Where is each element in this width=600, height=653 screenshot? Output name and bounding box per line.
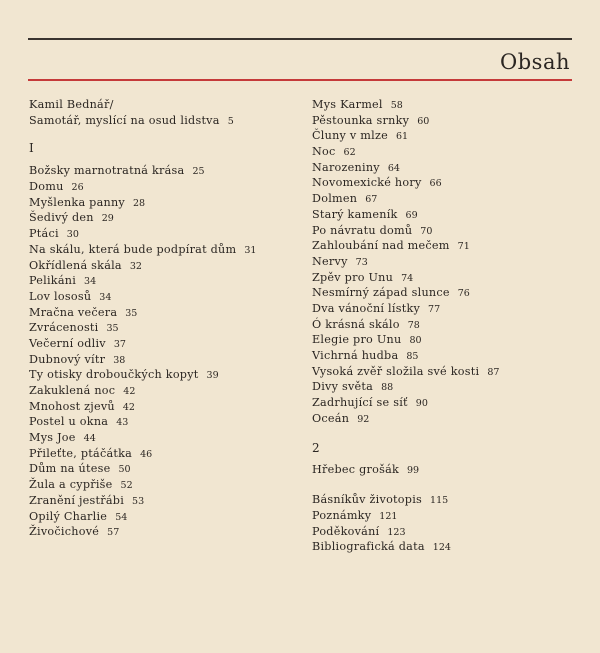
- toc-entry-title: Bibliografická data: [312, 540, 425, 554]
- toc-entry: [312, 492, 574, 508]
- toc-entry-title: Zahloubání nad mečem: [312, 239, 450, 253]
- toc-entry: [29, 97, 299, 113]
- toc-entry-page: 38: [113, 354, 126, 366]
- toc-entry: [312, 191, 574, 207]
- toc-entry-title: Žula a cypřiše: [29, 478, 113, 492]
- toc-entry: [312, 270, 574, 286]
- toc-entry-page: 25: [192, 166, 205, 178]
- toc-entry-page: 37: [113, 338, 126, 350]
- toc-entry-page: 29: [101, 213, 114, 225]
- toc-entry-title: Šedivý den: [29, 211, 94, 225]
- toc-entry-page: 32: [129, 260, 142, 272]
- toc-entry-page: 46: [140, 448, 153, 460]
- toc-entry-page: 88: [381, 382, 394, 394]
- toc-entry-title: Zvrácenosti: [29, 321, 99, 335]
- toc-entry-page: 34: [84, 276, 97, 288]
- toc-entry-title: Ty otisky droboučkých kopyt: [29, 368, 199, 382]
- toc-entry-title: Opilý Charlie: [29, 509, 108, 523]
- toc-entry: [29, 430, 299, 446]
- toc-entry-page: 60: [417, 115, 430, 127]
- toc-entry-title: Kamil Bednář/: [29, 98, 114, 111]
- toc-list-continued: [312, 97, 574, 426]
- toc-entry-page: 30: [66, 229, 79, 241]
- top-rule: [28, 38, 572, 40]
- toc-entry-page: 50: [118, 464, 131, 476]
- toc-entry: [312, 524, 574, 540]
- toc-entry: [312, 411, 574, 427]
- toc-entry: [312, 207, 574, 223]
- toc-entry: [29, 352, 299, 368]
- toc-entry-page: 62: [343, 147, 356, 159]
- toc-entry: [312, 97, 574, 113]
- toc-entry: [29, 336, 299, 352]
- toc-entry-page: 90: [415, 398, 428, 410]
- toc-list-section-1: [29, 163, 299, 540]
- toc-entry-title: Lov lososů: [29, 289, 92, 303]
- toc-entry-page: 44: [83, 433, 96, 445]
- toc-entry: [312, 317, 574, 333]
- toc-entry-page: 43: [116, 417, 129, 429]
- toc-entry-title: Domu: [29, 180, 64, 194]
- toc-entry-title: Ptáci: [29, 227, 59, 241]
- toc-entry-page: 34: [99, 291, 112, 303]
- toc-entry: [312, 301, 574, 317]
- page-title: Obsah: [500, 50, 570, 74]
- toc-entry-title: Dva vánoční lístky: [312, 301, 421, 315]
- toc-entry-title: Samotář, myslící na osud lidstva: [29, 113, 220, 127]
- toc-entry-page: 39: [206, 370, 219, 382]
- toc-entry-page: 35: [106, 323, 119, 335]
- toc-entry: [29, 226, 299, 242]
- toc-entry: [29, 163, 299, 179]
- toc-entry: [29, 210, 299, 226]
- toc-entry-title: Myšlenka panny: [29, 195, 125, 209]
- toc-entry-title: Pěstounka srnky: [312, 113, 410, 127]
- toc-entry-page: 31: [244, 244, 257, 256]
- toc-entry: [312, 348, 574, 364]
- toc-entry: [29, 383, 299, 399]
- toc-right-column: [312, 97, 574, 555]
- toc-entry-page: 57: [107, 527, 120, 539]
- toc-entry: [312, 332, 574, 348]
- toc-entry: [312, 160, 574, 176]
- toc-entry-page: 5: [227, 115, 234, 127]
- toc-entry-page: 77: [428, 303, 441, 315]
- toc-entry: [29, 179, 299, 195]
- toc-entry: [29, 461, 299, 477]
- toc-entry: [29, 273, 299, 289]
- toc-entry-title: Starý kameník: [312, 207, 398, 221]
- toc-entry-title: Oceán: [312, 411, 350, 425]
- toc-entry-title: Nesmírný západ slunce: [312, 286, 450, 300]
- toc-entry: [312, 379, 574, 395]
- toc-entry-page: 28: [133, 197, 146, 209]
- toc-entry-page: 123: [387, 526, 406, 538]
- toc-entry-page: 61: [396, 131, 409, 143]
- toc-entry-page: 85: [406, 351, 419, 362]
- toc-entry-title: Divy světa: [312, 380, 374, 394]
- toc-entry-page: 73: [355, 256, 368, 268]
- toc-entry-title: Zakuklená noc: [29, 384, 116, 397]
- toc-entry-title: Hřebec grošák: [312, 463, 400, 477]
- toc-entry-page: 69: [405, 209, 418, 221]
- toc-entry-page: 80: [409, 335, 422, 347]
- toc-entry: [312, 539, 574, 555]
- toc-entry-page: 87: [487, 366, 500, 378]
- toc-entry: [29, 305, 299, 321]
- toc-entry: [312, 508, 574, 524]
- toc-entry-title: Dům na útese: [29, 462, 111, 476]
- toc-entry-page: 58: [390, 100, 403, 111]
- toc-entry-title: Pelikáni: [29, 274, 77, 288]
- toc-entry: [29, 414, 299, 430]
- toc-entry-title: Zranění jestřábi: [29, 493, 125, 507]
- toc-entry-page: 121: [379, 510, 398, 522]
- toc-entry-title: Postel u okna: [29, 415, 109, 429]
- toc-entry-title: Elegie pro Unu: [312, 333, 402, 347]
- toc-entry-title: Vysoká zvěř složila své kosti: [312, 364, 480, 378]
- toc-entry-page: 124: [432, 542, 451, 554]
- toc-entry-title: Zpěv pro Unu: [312, 270, 394, 284]
- toc-entry-title: Okřídlená skála: [29, 258, 122, 272]
- toc-entry-page: 67: [365, 194, 378, 206]
- toc-entry-title: Mračna večera: [29, 305, 118, 319]
- toc-entry-page: 78: [407, 319, 420, 331]
- toc-intro: [29, 97, 299, 128]
- toc-entry: [312, 285, 574, 301]
- toc-entry-page: 74: [401, 272, 414, 284]
- toc-entry: [312, 113, 574, 129]
- toc-entry: [29, 242, 299, 258]
- toc-entry: [312, 238, 574, 254]
- toc-entry-title: Noc: [312, 145, 336, 159]
- toc-entry-page: 54: [115, 511, 128, 523]
- toc-list-section-2: [312, 462, 574, 478]
- toc-entry-page: 42: [123, 386, 136, 397]
- toc-entry-title: Mys Joe: [29, 431, 76, 445]
- toc-entry: [312, 175, 574, 191]
- toc-entry-title: Zadrhující se síť: [312, 396, 408, 410]
- toc-entry-page: 70: [420, 225, 433, 237]
- toc-entry: [29, 493, 299, 509]
- toc-entry-page: 76: [457, 288, 470, 300]
- toc-entry-title: Čluny v mlze: [312, 129, 389, 143]
- toc-entry: [312, 128, 574, 144]
- toc-entry-title: Nervy: [312, 254, 348, 268]
- toc-left-column: [29, 97, 299, 540]
- toc-entry-page: 92: [357, 413, 370, 425]
- toc-entry: [312, 462, 574, 478]
- toc-entry-page: 64: [387, 162, 400, 174]
- toc-entry: [29, 195, 299, 211]
- toc-entry-page: 66: [429, 178, 442, 190]
- toc-entry-title: Přileťte, ptáčátka: [29, 446, 133, 460]
- toc-entry: [312, 395, 574, 411]
- toc-entry-page: 26: [71, 182, 84, 194]
- toc-entry-title: Poznámky: [312, 508, 372, 522]
- toc-entry-title: Dubnový vítr: [29, 352, 106, 366]
- toc-entry-title: Vichrná hudba: [312, 349, 399, 362]
- toc-entry-title: Narozeniny: [312, 160, 380, 174]
- toc-entry-page: 52: [120, 480, 133, 492]
- toc-entry: [29, 320, 299, 336]
- toc-entry-page: 53: [132, 495, 145, 507]
- toc-entry-title: Dolmen: [312, 192, 358, 206]
- toc-entry-page: 71: [457, 241, 470, 253]
- toc-entry-title: Poděkování: [312, 524, 380, 538]
- toc-entry-title: Novomexické hory: [312, 176, 422, 190]
- toc-entry: [29, 446, 299, 462]
- toc-entry-title: Večerní odliv: [29, 336, 106, 350]
- toc-back-matter: [312, 492, 574, 555]
- toc-entry-title: Básníkův životopis: [312, 493, 423, 507]
- section-heading-2: 2: [312, 441, 320, 456]
- toc-entry-title: Ó krásná skálo: [312, 317, 400, 331]
- toc-entry-page: 35: [125, 307, 138, 319]
- toc-entry-title: Mnohost zjevů: [29, 399, 115, 413]
- toc-entry: [29, 509, 299, 525]
- title-underline: [28, 79, 572, 81]
- toc-entry: [29, 399, 299, 415]
- toc-entry: [29, 367, 299, 383]
- toc-entry-page: 99: [407, 465, 420, 477]
- section-heading-1: I: [29, 141, 34, 156]
- toc-entry: [312, 254, 574, 270]
- toc-entry: [29, 524, 299, 540]
- toc-entry-page: 42: [122, 401, 135, 413]
- toc-entry-title: Na skálu, která bude podpírat dům: [29, 242, 237, 256]
- toc-entry: [29, 477, 299, 493]
- toc-entry-page: 115: [430, 495, 449, 507]
- toc-entry: [312, 223, 574, 239]
- toc-entry-title: Božsky marnotratná krása: [29, 164, 185, 178]
- toc-entry: [312, 364, 574, 380]
- toc-entry: [29, 258, 299, 274]
- toc-entry-title: Mys Karmel: [312, 98, 383, 111]
- toc-entry-title: Živočichové: [29, 525, 100, 539]
- toc-entry: [29, 289, 299, 305]
- toc-entry-title: Po návratu domů: [312, 223, 413, 237]
- toc-entry: [29, 113, 299, 129]
- toc-entry: [312, 144, 574, 160]
